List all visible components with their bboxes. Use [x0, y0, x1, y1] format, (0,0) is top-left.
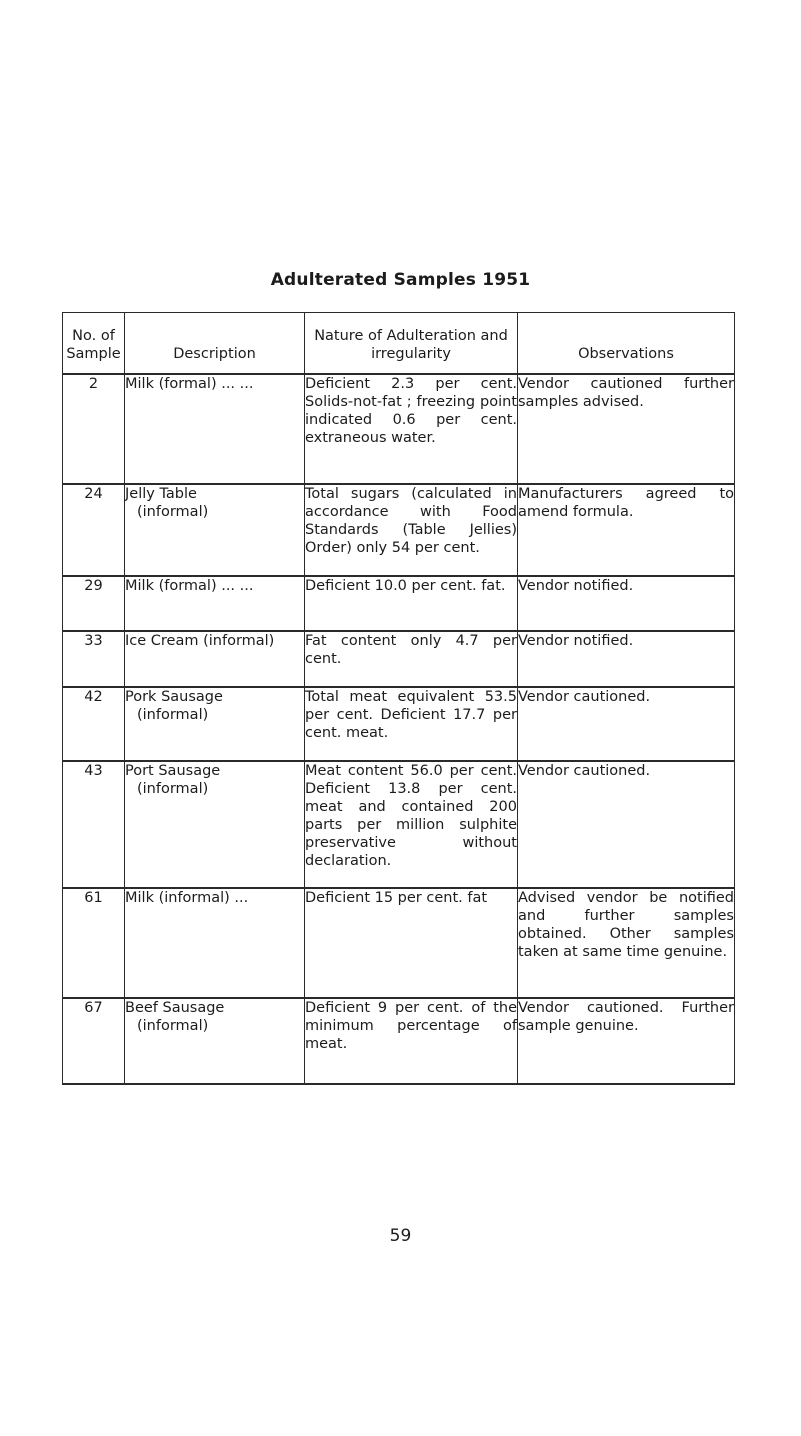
nature: Total sugars (calculated in accordance with Food Standards (Table Jellies) Order) only 54 per cent. — [305, 484, 518, 576]
sample-no: 67 — [63, 998, 125, 1084]
description-sub: (informal) — [137, 503, 209, 520]
header-nature: Nature of Adulteration and irregularity — [305, 313, 518, 374]
description-sub: (informal) — [137, 1017, 209, 1034]
nature: Total meat equivalent 53.5 per cent. Deficient 17.7 per cent. meat. — [305, 687, 518, 761]
header-sample-no: No. of Sample — [63, 313, 125, 374]
sample-no: 43 — [63, 761, 125, 888]
nature: Deficient 2.3 per cent. Solids-not-fat ; freezing point indicated 0.6 per cent. extraneous water. — [305, 374, 518, 484]
sample-no: 29 — [63, 576, 125, 631]
description-main: Port Sausage — [125, 762, 221, 779]
table-header-row — [63, 313, 735, 374]
observations: Vendor notified. — [518, 576, 735, 631]
observations: Advised vendor be notified and further samples obtained. Other samples taken at same time genuine. — [518, 888, 735, 998]
description-sub: (informal) — [137, 780, 209, 797]
table-row — [63, 374, 735, 484]
sample-no: 33 — [63, 631, 125, 687]
description-main: Jelly Table — [125, 485, 197, 502]
table-row — [63, 631, 735, 687]
header-description: Description — [125, 313, 305, 374]
sample-no: 24 — [63, 484, 125, 576]
adulterated-samples-table — [62, 312, 735, 1085]
table-row — [63, 998, 735, 1084]
table-row — [63, 888, 735, 998]
sample-no: 61 — [63, 888, 125, 998]
nature: Meat content 56.0 per cent. Deficient 13.8 per cent. meat and contained 200 parts per million sulphite preservative without declaration. — [305, 761, 518, 888]
table-row — [63, 484, 735, 576]
table-row — [63, 576, 735, 631]
description — [125, 998, 305, 1084]
description — [125, 761, 305, 888]
header-observations: Observations — [518, 313, 735, 374]
description — [125, 576, 305, 631]
observations: Vendor notified. — [518, 631, 735, 687]
description — [125, 631, 305, 687]
observations: Vendor cautioned. Further sample genuine. — [518, 998, 735, 1084]
table-row — [63, 687, 735, 761]
sample-no: 42 — [63, 687, 125, 761]
nature: Deficient 9 per cent. of the minimum percentage of meat. — [305, 998, 518, 1084]
observations: Manufacturers agreed to amend formula. — [518, 484, 735, 576]
table-row — [63, 761, 735, 888]
sample-no: 2 — [63, 374, 125, 484]
page-number: 59 — [389, 1226, 412, 1246]
nature: Deficient 15 per cent. fat — [305, 888, 518, 998]
description-main: Pork Sausage — [125, 688, 223, 705]
observations: Vendor cautioned further samples advised. — [518, 374, 735, 484]
description-main: Milk (informal) ... — [125, 889, 249, 906]
description — [125, 687, 305, 761]
page-title: Adulterated Samples 1951 — [270, 270, 531, 290]
description-main: Beef Sausage — [125, 999, 225, 1016]
observations: Vendor cautioned. — [518, 687, 735, 761]
description — [125, 888, 305, 998]
nature: Deficient 10.0 per cent. fat. — [305, 576, 518, 631]
description-main: Milk (formal) ... ... — [125, 577, 254, 594]
observations: Vendor cautioned. — [518, 761, 735, 888]
nature: Fat content only 4.7 per cent. — [305, 631, 518, 687]
description — [125, 374, 305, 484]
description — [125, 484, 305, 576]
description-sub: (informal) — [137, 706, 209, 723]
description-main: Ice Cream (informal) — [125, 632, 275, 649]
description-main: Milk (formal) ... ... — [125, 375, 254, 392]
